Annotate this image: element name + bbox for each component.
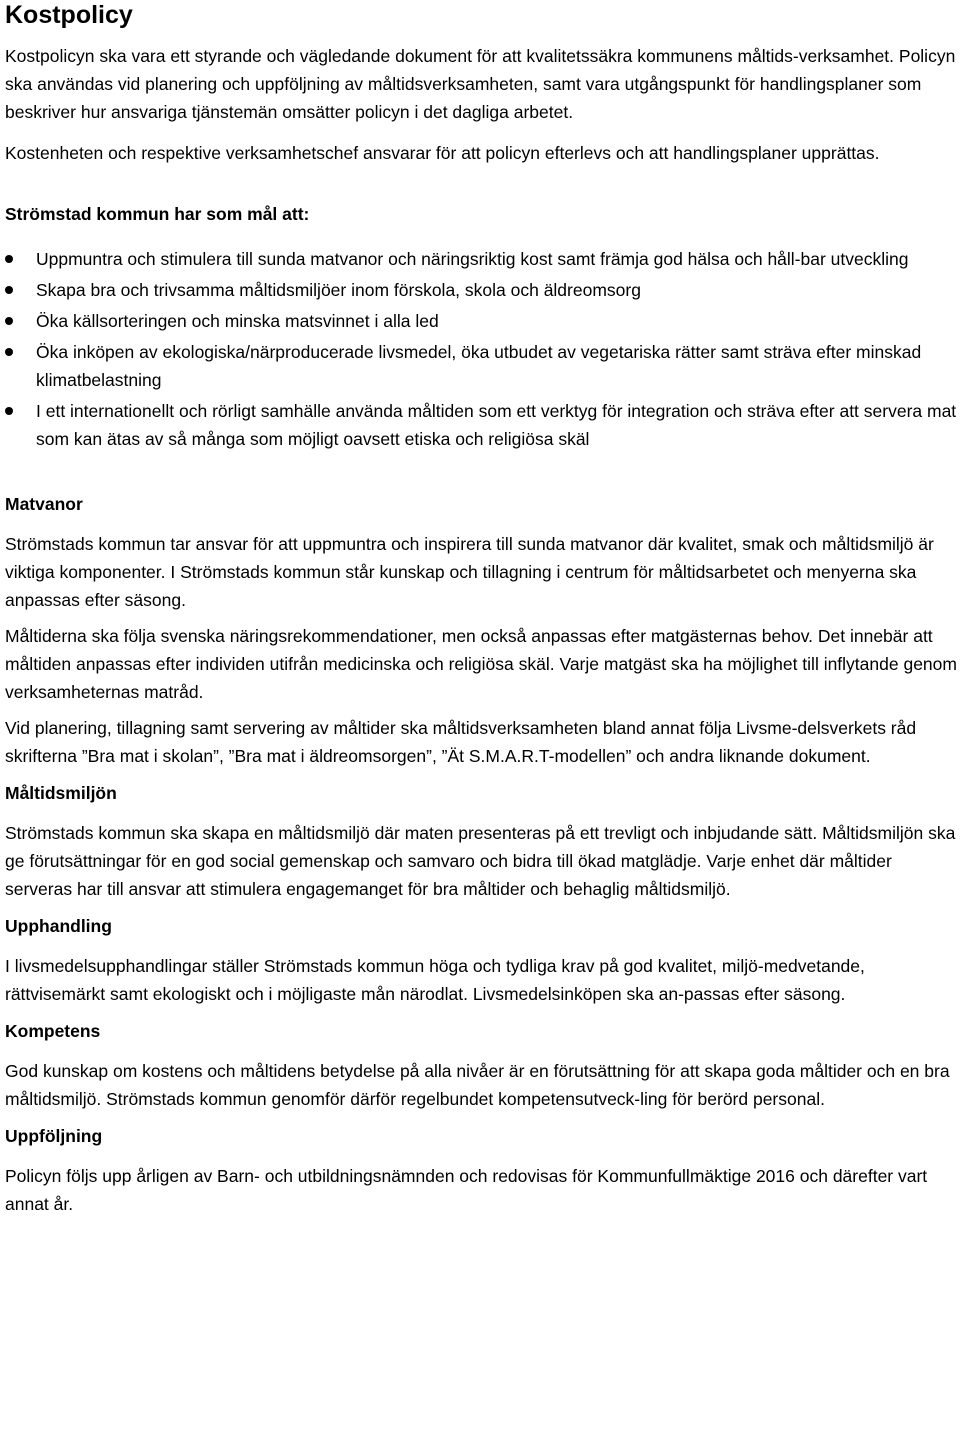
section-paragraph: Strömstads kommun tar ansvar för att uppmuntra och inspirera till sunda matvanor där kvalitet, smak och måltidsmiljö är viktiga komponenter. I Strömstads kommun står kunskap och tillagning i centrum för måltidsarbetet och menyerna ska anpassas efter säsong.: [5, 534, 934, 610]
section-heading-matvanor: Matvanor: [5, 494, 83, 514]
bullet-icon: [5, 348, 13, 356]
bullet-icon: [5, 317, 13, 325]
list-item-text: I ett internationellt och rörligt samhälle använda måltiden som ett verktyg för integration och sträva efter att servera mat som kan ätas av så många som möjligt oavsett etiska och religiösa skäl: [36, 401, 957, 449]
document-title: Kostpolicy: [5, 1, 133, 29]
list-item-text: Öka källsorteringen och minska matsvinnet i alla led: [36, 311, 439, 331]
list-item: [5, 307, 958, 335]
intro-paragraph: Kostenheten och respektive verksamhetschef ansvarar för att policyn efterlevs och att handlingsplaner upprättas.: [5, 143, 880, 163]
list-item-text: Uppmuntra och stimulera till sunda matvanor och näringsriktig kost samt främja god hälsa och håll-bar utveckling: [36, 249, 909, 269]
goals-list: [5, 245, 958, 453]
section-paragraph: Strömstads kommun ska skapa en måltidsmiljö där maten presenteras på ett trevligt och inbjudande sätt. Måltidsmiljön ska ge förutsättningar för en god social gemenskap och samvaro och bidra till ökad matglädje. Varje enhet där måltider serveras har till ansvar att stimulera engagemanget för bra måltider och behaglig måltidsmiljö.: [5, 823, 956, 899]
section-heading-kompetens: Kompetens: [5, 1021, 101, 1041]
section-paragraph: Måltiderna ska följa svenska näringsrekommendationer, men också anpassas efter matgästernas behov. Det innebär att måltiden anpassas efter individen utifrån medicinska och religiösa skäl. Varje matgäst ska ha möjlighet till inflytande genom verksamheternas matråd.: [5, 626, 957, 702]
list-item-text: Skapa bra och trivsamma måltidsmiljöer inom förskola, skola och äldreomsorg: [36, 280, 641, 300]
bullet-icon: [5, 286, 13, 294]
section-heading-maltidsmiljon: Måltidsmiljön: [5, 783, 117, 803]
intro-paragraph: Kostpolicyn ska vara ett styrande och vägledande dokument för att kvalitetssäkra kommunens måltids-verksamhet. Policyn ska användas vid planering och uppföljning av måltidsverksamheten, samt vara utgångspunkt för handlingsplaner som beskriver hur ansvariga tjänstemän omsätter policyn i det dagliga arbetet.: [5, 46, 956, 122]
section-heading-upphandling: Upphandling: [5, 916, 112, 936]
bullet-icon: [5, 407, 13, 415]
section-heading-uppfoljning: Uppföljning: [5, 1126, 103, 1146]
bullet-icon: [5, 255, 13, 263]
list-item: [5, 338, 958, 394]
goals-heading: Strömstad kommun har som mål att:: [5, 204, 310, 224]
section-paragraph: Vid planering, tillagning samt servering av måltider ska måltidsverksamheten bland annat följa Livsme-delsverkets råd skrifterna ”Bra mat i skolan”, ”Bra mat i äldreomsorgen”, ”Ät S.M.A.R.T-modellen” och andra liknande dokument.: [5, 718, 917, 766]
list-item: [5, 245, 958, 273]
section-paragraph: God kunskap om kostens och måltidens betydelse på alla nivåer är en förutsättning för att skapa goda måltider och en bra måltidsmiljö. Strömstads kommun genomför därför regelbundet kompetensutveck-ling för berörd personal.: [5, 1061, 950, 1109]
list-item: [5, 276, 958, 304]
section-paragraph: I livsmedelsupphandlingar ställer Strömstads kommun höga och tydliga krav på god kvalitet, miljö-medvetande, rättvisemärkt samt ekologiskt och i möjligaste mån närodlat. Livsmedelsinköpen ska an-passas efter säsong.: [5, 956, 865, 1004]
list-item: [5, 397, 958, 453]
section-paragraph: Policyn följs upp årligen av Barn- och utbildningsnämnden och redovisas för Kommunfullmäktige 2016 och därefter vart annat år.: [5, 1166, 928, 1214]
list-item-text: Öka inköpen av ekologiska/närproducerade livsmedel, öka utbudet av vegetariska rätter samt sträva efter minskad klimatbelastning: [36, 342, 922, 390]
